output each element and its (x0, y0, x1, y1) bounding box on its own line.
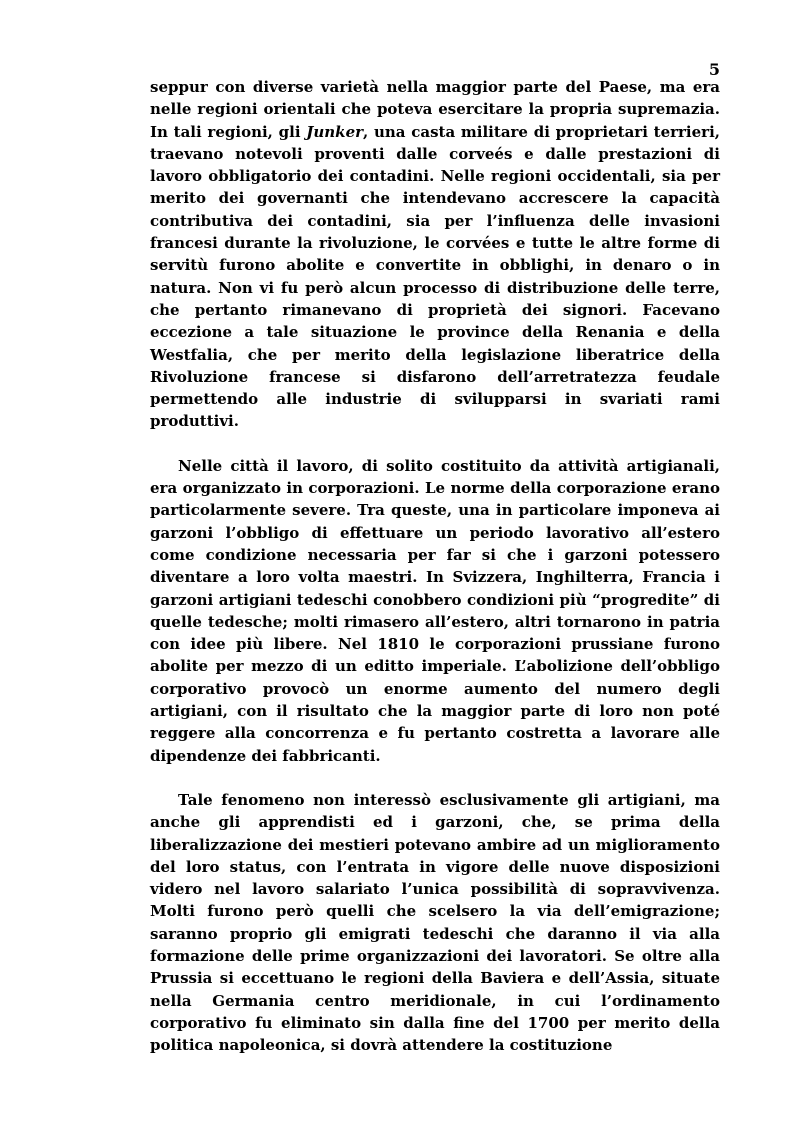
document-body (150, 76, 720, 1056)
paragraph-1-text-start: seppur con diverse varietà nella maggior parte del Paese, ma era nelle regioni orientali che poteva esercitare la propria supremazia. In tali regioni, gli (150, 78, 720, 141)
page-number: 5 (708, 60, 720, 79)
paragraph-1-text-end: , una casta militare di proprietari terrieri, traevano notevoli proventi dalle corveés e dalle prestazioni di lavoro obbligatorio dei contadini. Nelle regioni occidentali, sia per merito dei governanti che intendevano accrescere la capacità contributiva dei contadini, sia per l’influenza delle invasioni francesi durante la rivoluzione, le corvées e tutte le altre forme di servitù furono abolite e convertite in obblighi, in denaro o in natura. Non vi fu però alcun processo di distribuzione delle terre, che pertanto rimanevano di proprietà dei signori. Facevano eccezione a tale situazione le province della Renania e della Westfalia, che per merito della legislazione liberatrice della Rivoluzione francese si disfarono dell’arretratezza feudale permettendo alle industrie di svilupparsi in svariati rami produttivi. (150, 122, 720, 431)
paragraph-3: Tale fenomeno non interessò esclusivamente gli artigiani, ma anche gli apprendisti ed i garzoni, che, se prima della liberalizzazione dei mestieri potevano ambire ad un miglioramento del loro status, con l’entrata in vigore delle nuove disposizioni videro nel lavoro salariato l’unica possibilità di sopravvivenza. Molti furono però quelli che scelsero la via dell’emigrazione; saranno proprio gli emigrati tedeschi che daranno il via alla formazione delle prime organizzazioni dei lavoratori. Se oltre alla Prussia si eccettuano le regioni della Baviera e dell’Assia, situate nella Germania centro meridionale, in cui l’ordinamento corporativo fu eliminato sin dalla fine del 1700 per merito della politica napoleonica, si dovrà attendere la costituzione (150, 790, 720, 1055)
italic-term-junker: Junker (306, 122, 364, 141)
paragraph-2: Nelle città il lavoro, di solito costituito da attività artigianali, era organizzato in corporazioni. Le norme della corporazione erano particolarmente severe. Tra queste, una in particolare imponeva ai garzoni l’obbligo di effettuare un periodo lavorativo all’estero come condizione necessaria per far si che i garzoni potessero diventare a loro volta maestri. In Svizzera, Inghilterra, Francia i garzoni artigiani tedeschi conobbero condizioni più “progredite” di quelle tedesche; molti rimasero all’estero, altri tornarono in patria con idee più libere. Nel 1810 le corporazioni prussiane furono abolite per mezzo di un editto imperiale. L’abolizione dell’obbligo corporativo provocò un enorme aumento del numero degli artigiani, con il risultato che la maggior parte di loro non poté reggere alla concorrenza e fu pertanto costretta a lavorare alle dipendenze dei fabbricanti. (150, 456, 720, 765)
paragraph-1 (150, 76, 720, 433)
